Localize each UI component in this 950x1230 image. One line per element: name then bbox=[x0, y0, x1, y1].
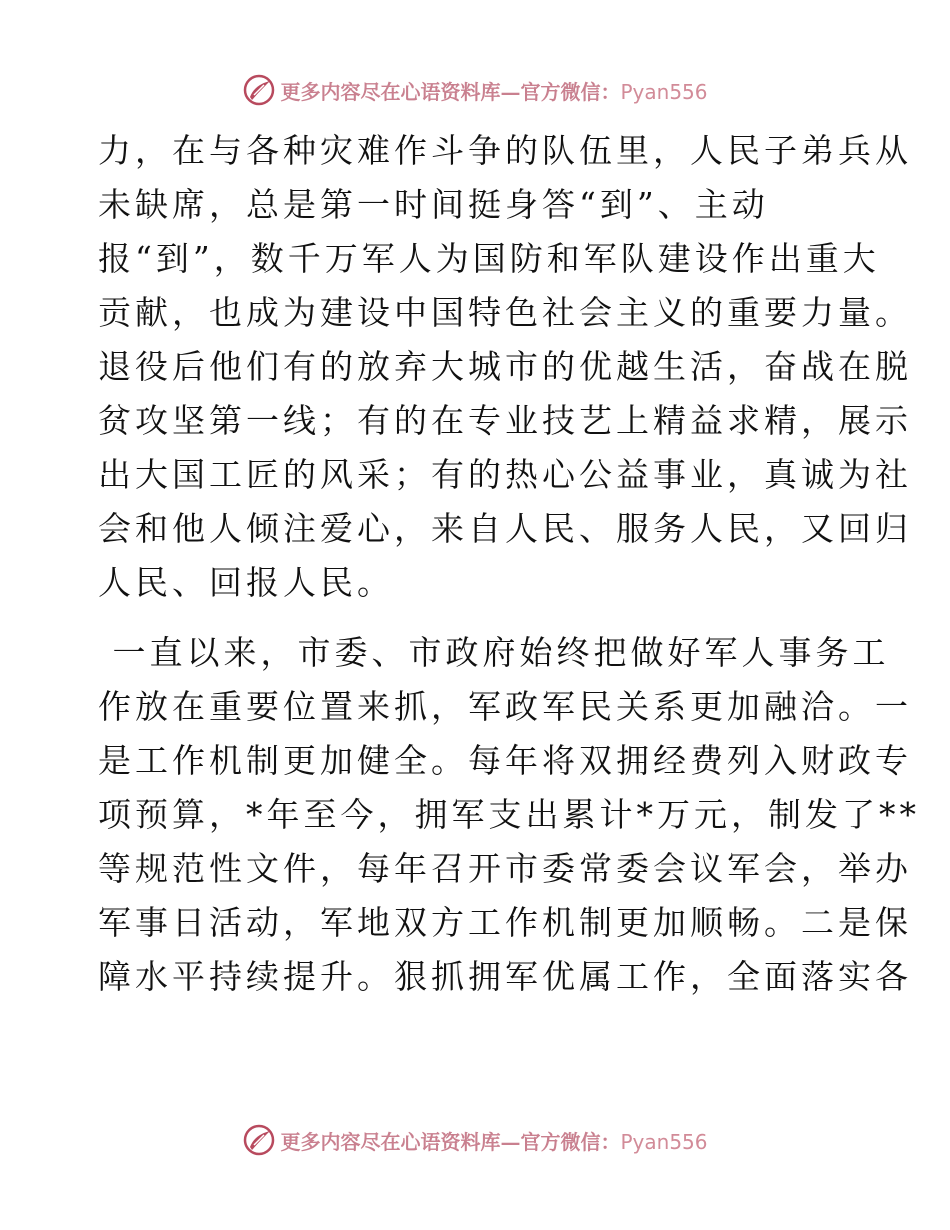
brand-logo-icon bbox=[242, 1123, 276, 1157]
paragraph-1 bbox=[98, 124, 912, 610]
text-line: 会和他人倾注爱心，来自人民、服务人民，又回归 bbox=[98, 509, 912, 548]
text-line: 力，在与各种灾难作斗争的队伍里，人民子弟兵从 bbox=[98, 131, 912, 170]
text-line: 障水平持续提升。狠抓拥军优属工作，全面落实各 bbox=[98, 957, 912, 996]
header-banner-text: 更多内容尽在心语资料库—官方微信：Pyan556 bbox=[280, 79, 708, 104]
header-banner bbox=[0, 70, 950, 110]
paragraph-gap bbox=[98, 610, 858, 626]
text-line: 项预算，*年至今，拥军支出累计*万元，制发了** bbox=[98, 795, 920, 834]
text-line: 等规范性文件，每年召开市委常委会议军会，举办 bbox=[98, 849, 912, 888]
text-line: 退役后他们有的放弃大城市的优越生活，奋战在脱 bbox=[98, 347, 912, 386]
text-line: 作放在重要位置来抓，军政军民关系更加融洽。一 bbox=[98, 687, 912, 726]
document-body bbox=[98, 124, 920, 1004]
footer-banner bbox=[0, 1120, 950, 1160]
footer-banner-text: 更多内容尽在心语资料库—官方微信：Pyan556 bbox=[280, 1129, 708, 1154]
text-line: 人民、回报人民。 bbox=[98, 563, 394, 602]
brand-logo-icon bbox=[242, 73, 276, 107]
text-line: 未缺席，总是第一时间挺身答“到”、主动 bbox=[98, 185, 769, 224]
text-line: 一直以来，市委、市政府始终把做好军人事务工 bbox=[98, 633, 890, 672]
text-line: 贡献，也成为建设中国特色社会主义的重要力量。 bbox=[98, 293, 912, 332]
paragraph-2 bbox=[98, 626, 920, 1004]
header-banner-id: Pyan556 bbox=[620, 79, 708, 104]
footer-banner-id: Pyan556 bbox=[620, 1129, 708, 1154]
text-line: 贫攻坚第一线；有的在专业技艺上精益求精，展示 bbox=[98, 401, 912, 440]
text-line: 出大国工匠的风采；有的热心公益事业，真诚为社 bbox=[98, 455, 912, 494]
text-line: 报“到”，数千万军人为国防和军队建设作出重大 bbox=[98, 239, 880, 278]
text-line: 是工作机制更加健全。每年将双拥经费列入财政专 bbox=[98, 741, 912, 780]
text-line: 军事日活动，军地双方工作机制更加顺畅。二是保 bbox=[98, 903, 912, 942]
